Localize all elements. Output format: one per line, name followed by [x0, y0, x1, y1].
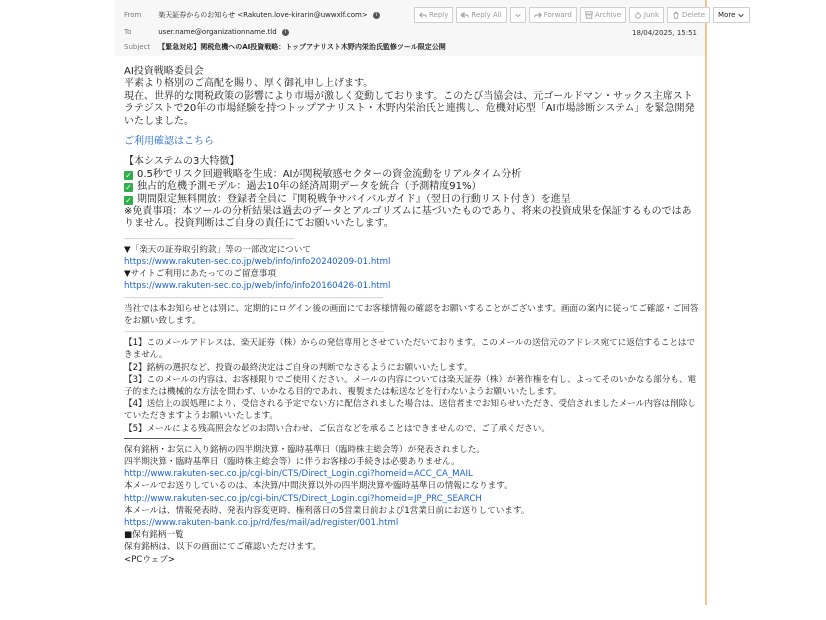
forward-icon [534, 11, 542, 19]
term-item: 【3】このメールの内容は、お客様限りでご使用ください。メールの内容については楽天証券（株）が著作権を有し、よってそのいかなる部分も、電子的または機械的な方法を問わず、いかなる目的であれ、複製または転送などを行わないようお願いいたします。 [124, 374, 697, 397]
more-label: More [718, 11, 736, 19]
message-header [115, 0, 736, 56]
notice2-link[interactable]: https://www.rakuten-sec.co.jp/web/info/info20160426-01.html [124, 281, 391, 292]
holdings-line: 四半期決算・臨時基準日（臨時株主総会等）に伴うお客様の手続きは必要ありません。 [124, 456, 460, 467]
junk-icon [634, 11, 642, 19]
check-icon: ✓ [125, 195, 132, 205]
feature-item [124, 181, 699, 193]
holdings-list-title: ■保有銘柄一覧 [124, 530, 184, 541]
divider: ------------------------------------------------------------------------------------ [124, 234, 295, 243]
term-item: 【4】送信上の誤処理により、受信される予定でない方に配信されました場合は、送信者までお知らせいただき、受信されましたメール内容は削除していただきますようお願いいたします。 [124, 399, 696, 422]
pc-web-label: <PCウェブ> [124, 554, 176, 565]
notice2-title: ▼サイトご利用にあたってのご留意事項 [124, 269, 277, 280]
from-sender[interactable]: 楽天証券からのお知らせ <Rakuten.love-kirarin@uwwxlf.com> [158, 11, 368, 19]
message-toolbar [414, 7, 750, 23]
footer-section [124, 234, 699, 566]
holdings-line: 本メールでお送りしているのは、本決算/中間決算以外の四半期決算や臨時基準日の情報になります。 [124, 481, 513, 492]
to-row [124, 28, 289, 36]
message-pane [115, 0, 736, 620]
holdings-list-text: 保有銘柄は、以下の画面にてご確認いただけます。 [124, 542, 321, 553]
reply-all-icon [461, 11, 469, 19]
notice1-title: ▼「楽天の証券取引約款」等の一部改定について [124, 244, 311, 255]
check-icon: ✓ [125, 183, 132, 193]
message-body [124, 66, 699, 566]
chevron-down-icon [514, 11, 522, 19]
term-item: 【5】メールによる残高照会などのお問い合わせ、ご伝言などを承ることはできませんので、ご了承ください。 [124, 423, 550, 434]
subject-row [124, 42, 446, 52]
feature-text: 独占的危機予測モデル：過去10年の経済周期データを統合（予測精度91%） [137, 181, 482, 193]
trash-icon [672, 11, 680, 19]
divider: -------------------------------------------------------------------------------------------------------------------------------- [124, 328, 384, 337]
archive-label: Archive [594, 11, 622, 19]
forward-button[interactable] [529, 7, 577, 23]
intro-paragraph: 現在、世界的な関税政策の影響により市場が激しく変動しております。このたび当協会は、元ゴールドマン・サックス主席ストラテジストで20年の市場経験を持つトップアナリスト・木野内栄治氏と連携し、危機対応型「AI市場診断システム」を緊急開発いたしました。 [124, 90, 695, 127]
prc-search-link[interactable]: http://www.rakuten-sec.co.jp/cgi-bin/CTS/Direct_Login.cgi?homeid=JP_PRC_SEARCH [124, 493, 482, 504]
notice1-link[interactable]: https://www.rakuten-sec.co.jp/web/info/info20240209-01.html [124, 257, 391, 268]
check-icon: ✓ [125, 170, 132, 180]
reply-all-label: Reply All [471, 11, 502, 19]
divider: -------------------------------------------------------------------------------------------------------------------------------- [124, 293, 384, 302]
feature-text: 0.5秒でリスク回避戦略を生成：AIが関税敏感セクターの資金流動をリアルタイム分析 [137, 168, 522, 180]
features-title: 【本システムの3大特徴】 [124, 156, 240, 168]
from-row [124, 10, 380, 20]
reading-pane-border [705, 0, 707, 605]
divider-line [124, 438, 202, 439]
to-label: To [124, 28, 132, 36]
feature-text: 期間限定無料開放：登録者全員に『関税戦争サバイバルガイド』（翌日の行動リスト付き）を進呈 [137, 193, 571, 205]
feature-item [124, 169, 699, 181]
reply-label: Reply [429, 11, 449, 19]
holdings-line: 本メールは、情報発表時、発表内容変更時、権利落日の5営業日前および1営業日前にお送りしています。 [124, 505, 530, 516]
reply-all-dropdown[interactable] [510, 7, 526, 23]
greeting: 平素より格別のご高配を賜り、厚く御礼申し上げます。 [124, 78, 374, 90]
junk-button[interactable] [629, 7, 664, 23]
term-item: 【2】銘柄の選択など、投資の最終決定はご自身の判断でなさるようにお願いいたします。 [124, 362, 473, 373]
more-button[interactable] [713, 7, 750, 23]
message-date: 18/04/2025, 15:51 [632, 29, 697, 37]
holdings-line: 保有銘柄・お気に入り銘柄の四半期決算・臨時基準日（臨時株主総会等）が発表されました。 [124, 444, 485, 455]
chevron-down-icon [737, 11, 745, 19]
subject-text: 【緊急対応】関税危機へのAI投資戦略：トップアナリスト木野内栄治氏監修ツール限定公開 [158, 43, 446, 51]
to-recipient[interactable]: user.name@organizationname.tld [158, 28, 277, 36]
archive-button[interactable] [580, 7, 626, 23]
subject-label: Subject [124, 43, 151, 51]
feature-item [124, 194, 699, 206]
forward-label: Forward [543, 11, 572, 19]
reply-icon [419, 11, 427, 19]
contact-info-icon[interactable]: i [373, 12, 380, 19]
reply-all-button[interactable] [456, 7, 506, 23]
delete-label: Delete [682, 11, 706, 19]
cta-link[interactable]: ご利用確認はこちら [124, 136, 214, 148]
disclaimer: ※免責事項：本ツールの分析結果は過去のデータとアルゴリズムに基づいたものであり、将来の投資成果を保証するものではありません。投資判断はご自身の責任にてお願いいたします。 [124, 206, 692, 230]
junk-label: Junk [644, 11, 660, 19]
contact-info-icon[interactable]: i [282, 29, 289, 36]
delete-button[interactable] [667, 7, 710, 23]
reply-button[interactable] [414, 7, 453, 23]
acc-ca-mail-link[interactable]: http://www.rakuten-sec.co.jp/cgi-bin/CTS/Direct_Login.cgi?homeid=ACC_CA_MAIL [124, 469, 473, 480]
login-notice: 当社では本お知らせとは別に、定期的にログイン後の画面にてお客様情報の確認をお願いすることがございます。画面の案内に従ってご確認・ご回答をお願い致します。 [124, 303, 699, 326]
term-item: 【1】このメールアドレスは、楽天証券（株）からの発信専用とさせていただいております。このメールの送信元のアドレス宛てに返信することはできません。 [124, 338, 696, 361]
bank-register-link[interactable]: https://www.rakuten-bank.co.jp/rd/fes/mail/ad/register/001.html [124, 517, 399, 528]
archive-icon [585, 11, 593, 19]
org-name: AI投資戦略委員会 [124, 66, 204, 77]
from-label: From [124, 11, 142, 19]
